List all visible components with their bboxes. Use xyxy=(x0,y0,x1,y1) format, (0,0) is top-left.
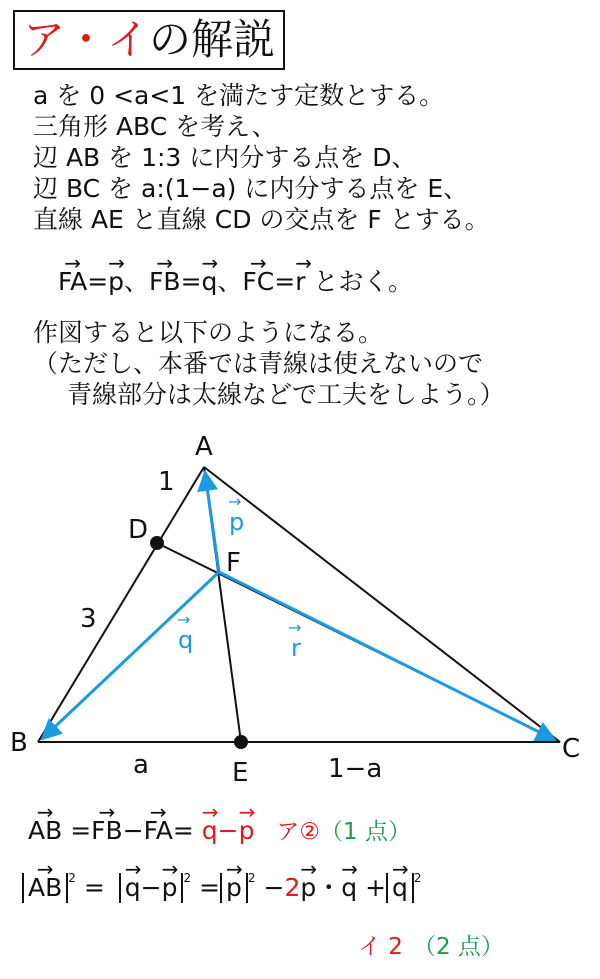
dot-product: ・ xyxy=(316,873,342,902)
intro-line: 直線 AE と直線 CD の交点を F とする。 xyxy=(33,205,490,234)
equals-sign: = xyxy=(70,816,92,845)
vector-p-red: → p xyxy=(239,816,255,845)
vector-r: → r xyxy=(295,267,305,296)
label-a: A xyxy=(195,432,213,462)
ratio-ad: 1 xyxy=(158,467,175,497)
label-d: D xyxy=(128,515,149,545)
minus-sign-red: − xyxy=(217,816,239,845)
vector-fb: → FB xyxy=(91,816,123,845)
equals-sign: = xyxy=(87,267,109,296)
title-box xyxy=(13,10,285,70)
equals-sign: = xyxy=(180,267,202,296)
vec-label-q: q xyxy=(178,626,194,654)
vector-p: → p xyxy=(108,267,124,296)
vec-label-r-arrow: → xyxy=(288,618,302,637)
label-c: C xyxy=(562,734,581,764)
vector-fa: → FA xyxy=(58,267,87,296)
title-black: の解説 xyxy=(149,15,276,64)
vector-p: → p xyxy=(162,873,178,903)
ratio-be: a xyxy=(133,750,149,780)
equals-sign: = xyxy=(83,873,105,902)
vector-p: → p xyxy=(300,873,316,902)
vector-arrow-r xyxy=(219,572,555,740)
point-e xyxy=(234,735,248,749)
vector-q: → q xyxy=(125,873,141,903)
vector-arrow-q xyxy=(42,572,219,739)
separator: 、 xyxy=(217,267,243,296)
vector-fa: → FA xyxy=(144,816,173,845)
answer-score-b: （2 点） xyxy=(412,934,504,960)
vector-ab: → AB xyxy=(28,873,62,903)
abs-p xyxy=(220,873,248,903)
square: 2 xyxy=(413,871,422,885)
vector-tail-text: とおく。 xyxy=(305,267,413,296)
plus-sign: + xyxy=(365,873,387,902)
note-line: 作図すると以下のようになる。 xyxy=(33,318,384,347)
equals-sign: = xyxy=(274,267,296,296)
equals-sign: = xyxy=(172,816,194,845)
equals-sign: = xyxy=(199,873,221,902)
title-red: ア・イ xyxy=(23,15,150,64)
separator: 、 xyxy=(124,267,150,296)
problem-statement xyxy=(33,80,593,235)
abs-ab xyxy=(22,873,68,903)
vec-label-q-arrow: → xyxy=(177,610,191,629)
point-d xyxy=(150,536,164,550)
answer-b xyxy=(358,928,504,961)
vector-arrow-p xyxy=(205,472,219,572)
label-b: B xyxy=(10,728,28,758)
answer-label-a: ア② xyxy=(276,819,321,845)
equation-line-2 xyxy=(22,868,422,904)
coefficient-two: 2 xyxy=(284,873,301,902)
side-ab xyxy=(38,467,204,742)
vec-label-p: p xyxy=(229,508,245,536)
intro-line: 辺 AB を 1:3 に内分する点を D、 xyxy=(33,143,417,172)
side-ac xyxy=(204,467,560,742)
minus-sign: − xyxy=(263,873,285,902)
minus-sign: − xyxy=(122,816,144,845)
vector-q-red: → q xyxy=(202,816,218,845)
vector-p: → p xyxy=(226,873,242,903)
vector-definitions xyxy=(58,262,413,298)
note xyxy=(33,317,593,410)
abs-q-minus-p xyxy=(119,873,184,903)
vector-q: → q xyxy=(202,267,218,296)
intro-line: a を 0 <a<1 を満たす定数とする。 xyxy=(33,81,445,110)
equation-line-1 xyxy=(28,813,411,846)
vec-label-r: r xyxy=(291,634,301,662)
ratio-ec: 1−a xyxy=(328,754,383,784)
intro-line: 三角形 ABC を考え、 xyxy=(33,112,277,141)
label-e: E xyxy=(232,758,249,785)
square: 2 xyxy=(183,871,192,885)
vector-fb: → FB xyxy=(149,267,181,296)
vector-q: → q xyxy=(392,873,408,903)
vector-q: → q xyxy=(341,873,357,902)
abs-q xyxy=(386,873,414,903)
answer-label-b: イ 2 xyxy=(358,934,403,960)
square: 2 xyxy=(247,871,256,885)
label-f: F xyxy=(226,548,241,578)
note-line: 青線部分は太線などで工夫をしよう。） xyxy=(67,380,505,409)
vector-ab: → AB xyxy=(28,816,62,845)
vector-fc: → FC xyxy=(242,267,274,296)
square: 2 xyxy=(68,871,76,885)
answer-score-a: （1 点） xyxy=(320,819,411,845)
ratio-db: 3 xyxy=(80,604,97,634)
triangle-diagram xyxy=(0,425,600,785)
minus-sign: − xyxy=(140,873,162,902)
intro-line: 辺 BC を a:(1−a) に内分する点を E、 xyxy=(33,174,469,203)
vec-label-p-arrow: → xyxy=(228,492,242,511)
note-line: （ただし、本番では青線は使えないので xyxy=(33,349,484,378)
